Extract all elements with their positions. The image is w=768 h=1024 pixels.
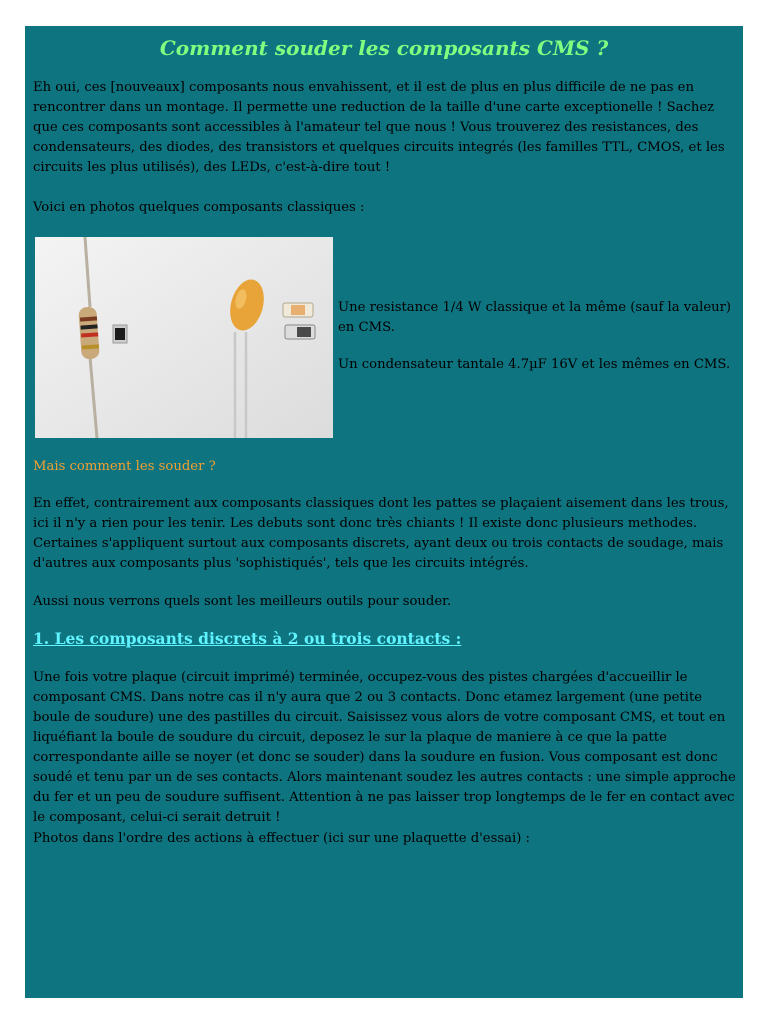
photos-intro: Voici en photos quelques composants classiques : (33, 200, 365, 215)
page-title: Comment souder les composants CMS ? (159, 36, 609, 60)
photo-resistor-capacitor-smd (35, 237, 333, 438)
caption-capacitor: Un condensateur tantale 4.7µF 16V et les mêmes en CMS. (338, 357, 731, 372)
section-1-heading[interactable]: 1. Les composants discrets à 2 ou trois contacts : (33, 629, 462, 648)
components-photo (35, 237, 333, 438)
question-text: Mais comment les souder ? (33, 459, 216, 474)
section-1-paragraph: Une fois votre plaque (circuit imprimé) terminée, occupez-vous des pistes chargées d'accueillir le composant CMS. Dans notre cas il n'y aura que 2 ou 3 contacts. Donc etamez largement (une petite boule de soudure) une des pastilles du circuit. Saisissez vous alors de votre composant CMS, et tout en liquéfiant la boule de soudure du circuit, deposez le sur la plaque de maniere à ce que la patte correspondante aille se noyer (et donc se souder) dans la soudure en fusion. Vous composant est donc soudé et tenu par un de ses contacts. Alors maintenant soudez les autres contacts : une simple approche du fer et un peu de soudure suffisent. Attention à ne pas laisser trop longtemps de le fer en contact avec le composant, celui-ci serait detruit ! (33, 670, 736, 825)
effect-paragraph: En effet, contrairement aux composants classiques dont les pattes se plaçaient aisement dans les trous, ici il n'y a rien pour les tenir. Les debuts sont donc très chiants ! Il existe donc plusieurs methodes. Certaines s'appliquent surtout aux composants discrets, ayant deux ou trois contacts de soudage, mais d'autres aux composants plus 'sophistiqués', tels que les circuits intégrés. (33, 496, 729, 571)
photos-order-text: Photos dans l'ordre des actions à effectuer (ici sur une plaquette d'essai) : (33, 831, 530, 846)
article-panel (25, 26, 743, 998)
intro-paragraph: Eh oui, ces [nouveaux] composants nous envahissent, et il est de plus en plus difficile de ne pas en rencontrer dans un montage. Il permette une reduction de la taille d'une carte exceptionelle ! Sachez que ces composants sont accessibles à l'amateur tel que nous ! Vous trouverez des resistances, des condensateurs, des diodes, des transistors et quelques circuits integrés (les familles TTL, CMOS, et les circuits les plus utilisés), des LEDs, c'est-à-dire tout ! (33, 80, 725, 175)
caption-resistor: Une resistance 1/4 W classique et la même (sauf la valeur) en CMS. (338, 300, 732, 335)
tools-paragraph: Aussi nous verrons quels sont les meilleurs outils pour souder. (33, 594, 452, 609)
